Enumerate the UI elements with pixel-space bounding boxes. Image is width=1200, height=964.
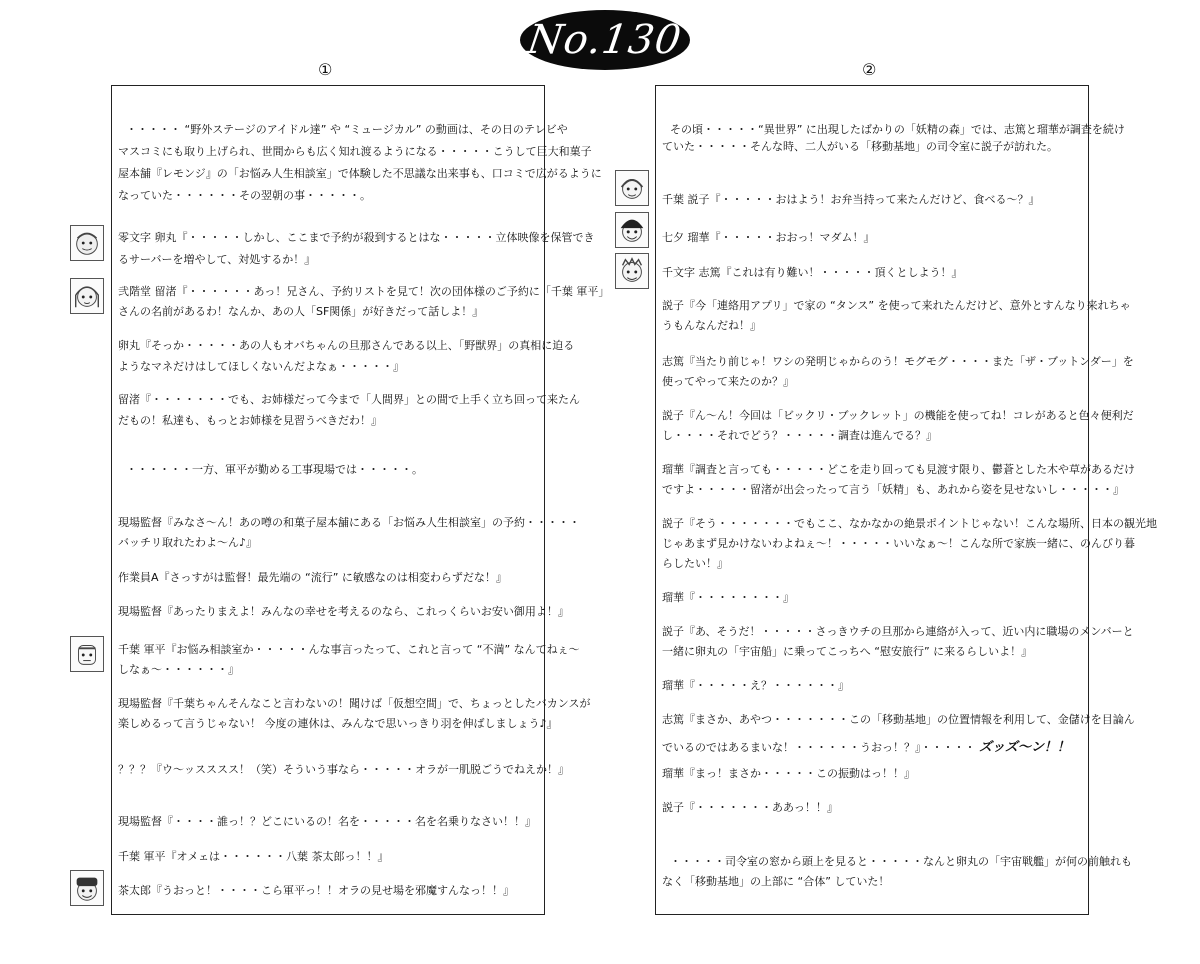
col1-line: 現場監督『みなさ～ん！あの噂の和菓子屋本舗にある「お悩み人生相談室」の予約・・・・・ <box>118 516 580 529</box>
col1-line: 屋本舗『レモンジ』の「お悩み人生相談室」で体験した不思議な出来事も、口コミで広がるように <box>118 167 602 180</box>
column-1-marker: ① <box>318 60 333 79</box>
col1-line: 零文字 卵丸『・・・・・しかし、ここまで予約が殺到するとはな・・・・・立体映像を保管でき <box>118 231 595 244</box>
col2-line <box>656 741 1088 754</box>
col1-line: 千葉 軍平『お悩み相談室か・・・・・んな事言ったって、これと言って “不満” なんてねぇ～ <box>118 643 580 656</box>
col2-line: その頃・・・・・“異世界” に出現したばかりの「妖精の森」では、志篤と瑠華が調査を続け <box>670 123 1125 136</box>
col2-line: 志篤『当たり前じゃ！ワシの発明じゃからのう！モグモグ・・・・また「ザ・ブットンダー」を <box>662 355 1134 368</box>
col2-line: ・・・・・司令室の窓から頭上を見ると・・・・・なんと卵丸の「宇宙戦艦」が何の前触れも <box>670 855 1132 868</box>
col1-line: 作業員A『さっすがは監督！最先端の “流行” に敏感なのは相変わらずだな！』 <box>118 571 507 584</box>
col1-line: 現場監督『千葉ちゃんそんなこと言わないの！聞けば「仮想空間」で、ちょっとしたバカンスが <box>118 697 591 710</box>
col2-line: らしたい！』 <box>662 557 728 570</box>
col2-line: なく「移動基地」の上部に “合体” していた！ <box>662 875 890 888</box>
rumble-sound-effect: ズッズ～ン！！ <box>979 740 1070 755</box>
avatar-shiatsu <box>615 253 649 289</box>
avatar-runa <box>70 278 104 314</box>
col2-line: うもんなんだね！』 <box>662 319 761 332</box>
col1-line: 千葉 軍平『オメェは・・・・・・八葉 茶太郎っ！！』 <box>118 850 389 863</box>
col2-line-text: でいるのではあるまいな！・・・・・・うおっ！？』・・・・・ <box>662 741 976 754</box>
col2-line: 瑠華『まっ！まさか・・・・・この振動はっ！！』 <box>662 767 915 780</box>
column-2-panel <box>655 85 1157 915</box>
col1-line: 卵丸『そっか・・・・・あの人もオバちゃんの旦那さんである以上、「野獣界」の真相に迫る <box>118 339 575 352</box>
column-1-panel <box>111 85 610 915</box>
avatar-ruka <box>615 212 649 248</box>
col2-line: 説子『ん～ん！今回は「ビックリ・ブックレット」の機能を使ってね！コレがあると色々便利だ <box>662 409 1134 422</box>
col1-line: だもの！私達も、もっとお姉様を見習うべきだわ！』 <box>118 414 382 427</box>
avatar-setsuko <box>615 170 649 206</box>
page-title: No.130 <box>525 17 685 63</box>
col2-line: ていた・・・・・そんな時、二人がいる「移動基地」の司令室に説子が訪れた。 <box>662 140 1058 153</box>
col2-line: 千葉 説子『・・・・・おはよう！お弁当持って来たんだけど、食べる～？』 <box>662 193 1040 206</box>
col1-line: 現場監督『・・・・誰っ！？どこにいるの！名を・・・・・名を名乗りなさい！！』 <box>118 815 536 828</box>
col2-line: ですよ・・・・・留渚が出会ったって言う「妖精」も、あれから姿を見せないし・・・・・』 <box>662 483 1124 496</box>
col1-line: 楽しめるって言うじゃない！ 今度の連休は、みんなで思いっきり羽を伸ばしましょう♪』 <box>118 717 558 730</box>
col2-line: 使ってやって来たのか？』 <box>662 375 794 388</box>
col2-line: 瑠華『・・・・・・・・』 <box>662 591 794 604</box>
col1-line: ？？？『ウ～ッスススス！（笑）そういう事なら・・・・・オラが一肌脱ごうでねえか！』 <box>118 763 569 776</box>
col2-line: 説子『そう・・・・・・・でもここ、なかなかの絶景ポイントじゃない！こんな場所、日本の観光地 <box>662 517 1157 530</box>
col2-line: 一緒に卵丸の「宇宙船」に乗ってこっちへ “慰安旅行” に来るらしいよ！』 <box>662 645 1033 658</box>
col1-line: 弐階堂 留渚『・・・・・・あっ！兄さん、予約リストを見て！次の団体様のご予約に「千葉 軍平」 <box>118 285 610 298</box>
col1-line: ・・・・・ “野外ステージのアイドル達” や “ミュージカル” の動画は、その日のテレビや <box>126 123 568 136</box>
col2-line: 千文字 志篤『これは有り難い！・・・・・頂くとしよう！』 <box>662 266 963 279</box>
col1-line: 留渚『・・・・・・・でも、お姉様だって今まで「人間界」との間で上手く立ち回って来たん <box>118 393 580 406</box>
col1-line: 現場監督『あったりまえよ！みんなの幸せを考えるのなら、これっくらいお安い御用よ！』 <box>118 605 569 618</box>
col1-line: なっていた・・・・・・その翌朝の事・・・・・。 <box>118 189 371 202</box>
col1-line: さんの名前があるわ！なんか、あの人「SF関係」が好きだって話しよ！』 <box>118 305 484 318</box>
col1-line: ようなマネだけはしてほしくないんだよなぁ・・・・・』 <box>118 360 404 373</box>
col1-line: しなぁ～・・・・・・』 <box>118 663 239 676</box>
col2-line: 瑠華『調査と言っても・・・・・どこを走り回っても見渡す限り、鬱蒼とした木や草があるだけ <box>662 463 1135 476</box>
col1-line: ・・・・・・一方、軍平が勤める工事現場では・・・・・。 <box>126 463 423 476</box>
title-badge <box>520 10 690 70</box>
col2-line: 説子『・・・・・・・ああっ！！』 <box>662 801 838 814</box>
col2-line: 瑠華『・・・・・え？・・・・・・』 <box>662 679 849 692</box>
col2-line: 志篤『まさか、あやつ・・・・・・・この「移動基地」の位置情報を利用して、金儲けを目論ん <box>662 713 1135 726</box>
col1-line: るサーバーを増やして、対処するか！』 <box>118 253 316 266</box>
col2-line: 七夕 瑠華『・・・・・おおっ！マダム！』 <box>662 231 875 244</box>
column-2-marker: ② <box>862 60 877 79</box>
col2-line: 説子『今「連絡用アプリ」で家の “タンス” を使って来れたんだけど、意外とすんなり来れちゃ <box>662 299 1131 312</box>
col1-line: 茶太郎『うおっと！・・・・こら軍平っ！！オラの見せ場を邪魔すんなっ！！』 <box>118 884 514 897</box>
col2-line: 説子『あ、そうだ！・・・・・さっきウチの旦那から連絡が入って、近い内に職場のメンバーと <box>662 625 1134 638</box>
col2-line: じゃあまず見かけないわよねぇ～！・・・・・いいなぁ～！こんな所で家族一緒に、のんびり暮 <box>662 537 1135 550</box>
col1-line: マスコミにも取り上げられ、世間からも広く知れ渡るようになる・・・・・こうして巨大和菓子 <box>118 145 592 158</box>
avatar-ranmaru <box>70 225 104 261</box>
avatar-chataro <box>70 870 104 906</box>
col1-line: バッチリ取れたわよ～ん♪』 <box>118 536 258 549</box>
col2-line: し・・・・それでどう？・・・・・調査は進んでる？』 <box>662 429 937 442</box>
avatar-gunpei <box>70 636 104 672</box>
